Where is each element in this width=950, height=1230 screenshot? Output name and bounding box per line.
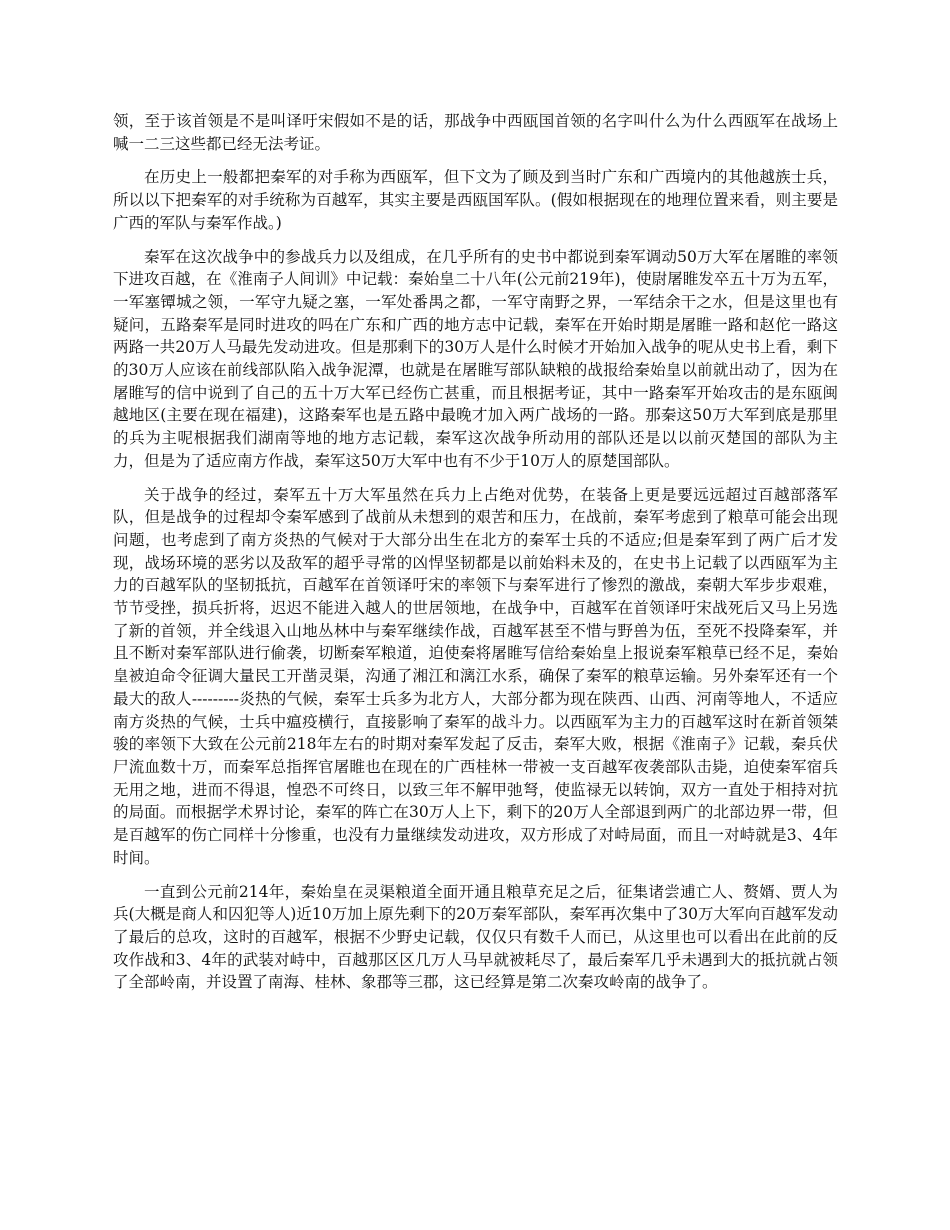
paragraph-continuation: 领，至于该首领是不是叫译吁宋假如不是的话，那战争中西瓯国首领的名字叫什么为什么西瓯军在战场上喊一二三这些都已经无法考证。 — [113, 112, 838, 153]
document-body — [113, 110, 838, 1005]
paragraph-final-offensive: 一直到公元前214年，秦始皇在灵渠粮道全面开通且粮草充足之后，征集诸尝逋亡人、赘婿、贾人为兵(大概是商人和囚犯等人)近10万加上原先剩下的20万秦军部队，秦军再次集中了30万大军向百越军发动了最后的总攻，这时的百越军，根据不少野史记载，仅仅只有数千人而已，从这里也可以看出在此前的反攻作战和3、4年的武装对峙中，百越那区区几万人马早就被耗尽了，最后秦军几乎未遇到大的抵抗就占领了全部岭南，并设置了南海、桂林、象郡等三郡，这已经算是第二次秦攻岭南的战争了。 — [113, 882, 838, 992]
paragraph-opponent-naming: 在历史上一般都把秦军的对手称为西瓯军，但下文为了顾及到当时广东和广西境内的其他越族士兵，所以以下把秦军的对手统称为百越军，其实主要是西瓯国军队。(假如根据现在的地理位置来看，则主要是广西的军队与秦军作战。) — [113, 168, 838, 232]
paragraph-troop-strength: 秦军在这次战争中的参战兵力以及组成，在几乎所有的史书中都说到秦军调动50万大军在屠睢的率领下进攻百越，在《淮南子人间训》中记载：秦始皇二十八年(公元前219年)，使尉屠睢发卒五十万为五军，一军塞镡城之领，一军守九疑之塞，一军处番禺之都，一军守南野之界，一军结余干之水，但是这里也有疑问，五路秦军是同时进攻的吗在广东和广西的地方志中记载，秦军在开始时期是屠睢一路和赵佗一路这两路一共20万人马最先发动进攻。但是那剩下的30万人是什么时候才开始加入战争的呢从史书上看，剩下的30万人应该在前线部队陷入战争泥潭，也就是在屠睢写部队缺粮的战报给秦始皇以前就出动了，因为在屠睢写的信中说到了自己的五十万大军已经伤亡甚重，而且根据考证，其中一路秦军开始攻击的是东瓯闽越地区(主要在现在福建)，这路秦军也是五路中最晚才加入两广战场的一路。那秦这50万大军到底是那里的兵为主呢根据我们湖南等地的地方志记载，秦军这次战争所动用的部队还是以以前灭楚国的部队为主力，但是为了适应南方作战，秦军这50万大军中也有不少于10万人的原楚国部队。 — [113, 247, 838, 470]
paragraph-war-progress: 关于战争的经过，秦军五十万大军虽然在兵力上占绝对优势，在装备上更是要远远超过百越部落军队，但是战争的过程却令秦军感到了战前从未想到的艰苦和压力，在战前，秦军考虑到了粮草可能会出现问题，也考虑到了南方炎热的气候对于大部分出生在北方的秦军士兵的不适应;但是秦军到了两广后才发现，战场环境的恶劣以及敌军的超乎寻常的凶悍坚韧都是以前始料未及的，在史书上记载了以西瓯军为主力的百越军队的坚韧抵抗，百越军在首领译吁宋的率领下与秦军进行了惨烈的激战，秦朝大军步步艰难，节节受挫，损兵折将，迟迟不能进入越人的世居领地，在战争中，百越军在首领译吁宋战死后又马上另选了新的首领，并全线退入山地丛林中与秦军继续作战，百越军甚至不惜与野兽为伍，至死不投降秦军，并且不断对秦军部队进行偷袭，切断秦军粮道，迫使秦将屠睢写信给秦始皇上报说秦军粮草已经不足，秦始皇被迫命令征调大量民工开凿灵渠，沟通了湘江和漓江水系，确保了秦军的粮草运输。另外秦军还有一个最大的敌人---------炎热的气候，秦军士兵多为北方人，大部分都为现在陕西、山西、河南等地人，不适应南方炎热的气候，士兵中瘟疫横行，直接影响了秦军的战斗力。以西瓯军为主力的百越军这时在新首领桀骏的率领下大致在公元前218年左右的时期对秦军发起了反击，秦军大败，根据《淮南子》记载，秦兵伏尸流血数十万，而秦军总指挥官屠睢也在现在的广西桂林一带被一支百越军夜袭部队击毙，迫使秦军宿兵无用之地，进而不得退，惶恐不可终日，以致三年不解甲弛弩，使监禄无以转饷，双方一直处于相持对抗的局面。而根据学术界讨论，秦军的阵亡在30万人上下，剩下的20万人全部退到两广的北部边界一带，但是百越军的伤亡同样十分惨重，也没有力量继续发动进攻，双方形成了对峙局面，而且一对峙就是3、4年时间。 — [113, 485, 838, 867]
